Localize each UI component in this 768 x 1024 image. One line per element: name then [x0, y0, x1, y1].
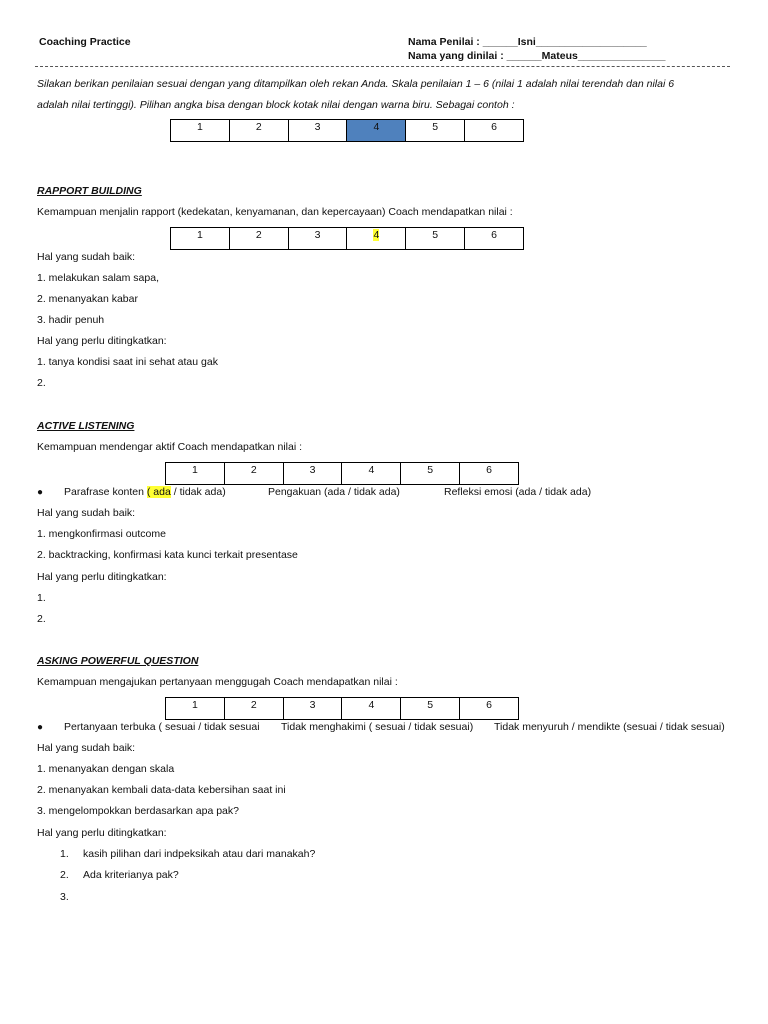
assessor-name: Nama Penilai : ______Isni___________________	[408, 36, 647, 48]
intro-line-1: Silakan berikan penilaian sesuai dengan yang ditampilkan oleh rekan Anda. Skala penilaian 1 – 6 (nilai 1 adalah nilai terendah dan nilai 6	[37, 78, 675, 90]
list-item: 2. menanyakan kabar	[37, 293, 138, 305]
scale-cell[interactable]: 1	[171, 120, 230, 142]
listening-improve-label: Hal yang perlu ditingkatkan:	[37, 571, 167, 583]
listening-good-label: Hal yang sudah baik:	[37, 507, 136, 519]
scale-cell[interactable]: 5	[401, 463, 460, 485]
rapport-question: Kemampuan menjalin rapport (kedekatan, kenyamanan, dan kepercayaan) Coach mendapatkan nilai :	[37, 206, 513, 218]
rapport-heading: RAPPORT BUILDING	[37, 185, 142, 197]
scale-cell[interactable]: 5	[406, 120, 465, 142]
question-good-label: Hal yang sudah baik:	[37, 742, 136, 754]
question-heading: ASKING POWERFUL QUESTION	[37, 655, 199, 667]
scale-cell[interactable]: 6	[465, 120, 524, 142]
scale-cell[interactable]: 1	[171, 228, 230, 250]
intro-line-2: adalah nilai tertinggi). Pilihan angka bisa dengan block kotak nilai dengan warna biru. Sebagai contoh :	[37, 99, 515, 111]
scale-cell[interactable]: 5	[401, 698, 460, 720]
list-number: 2.	[60, 869, 69, 881]
bullet-paraphrase	[64, 486, 226, 498]
list-item: 1. melakukan salam sapa,	[37, 272, 159, 284]
scale-cell[interactable]: 2	[229, 120, 288, 142]
bullet-emotion-reflection: Refleksi emosi (ada / tidak ada)	[444, 486, 592, 498]
scale-cell[interactable]: 3	[288, 120, 347, 142]
document-title: Coaching Practice	[39, 36, 131, 48]
scale-cell[interactable]: 6	[465, 228, 524, 250]
scale-cell[interactable]: 4	[342, 698, 401, 720]
scale-cell[interactable]: 2	[229, 228, 288, 250]
scale-cell[interactable]: 1	[166, 463, 225, 485]
list-item: 3. mengelompokkan berdasarkan apa pak?	[37, 805, 239, 817]
scale-cell[interactable]: 6	[460, 463, 519, 485]
question-improve-label: Hal yang perlu ditingkatkan:	[37, 827, 167, 839]
bullet-icon: ●	[37, 487, 44, 498]
paraphrase-label: Parafrase konten	[64, 486, 147, 498]
selected-option-highlight: ( ada	[146, 486, 171, 498]
bullet-open-question: Pertanyaan terbuka ( sesuai / tidak sesuai	[64, 721, 260, 733]
rapport-scale	[170, 227, 524, 250]
question-question: Kemampuan mengajukan pertanyaan menggugah Coach mendapatkan nilai :	[37, 676, 398, 688]
selected-value-highlight: 4	[373, 229, 380, 241]
assessee-name: Nama yang dinilai : ______Mateus_______________	[408, 50, 666, 62]
list-number: 3.	[60, 891, 69, 903]
scale-cell-selected[interactable]: 4	[347, 120, 406, 142]
listening-question: Kemampuan mendengar aktif Coach mendapatkan nilai :	[37, 441, 302, 453]
list-item: 2.	[37, 377, 46, 389]
list-item: 1.	[37, 592, 46, 604]
list-item: 2. backtracking, konfirmasi kata kunci terkait presentase	[37, 549, 298, 561]
listening-heading: ACTIVE LISTENING	[37, 420, 135, 432]
list-number: 1.	[60, 848, 69, 860]
scale-cell[interactable]: 4	[342, 463, 401, 485]
bullet-icon: ●	[37, 722, 44, 733]
list-item: 3. hadir penuh	[37, 314, 105, 326]
list-item: 2. menanyakan kembali data-data kebersihan saat ini	[37, 784, 286, 796]
scale-cell[interactable]: 1	[166, 698, 225, 720]
scale-cell[interactable]: 3	[288, 228, 347, 250]
scale-cell-selected[interactable]	[347, 228, 406, 250]
scale-cell[interactable]: 3	[283, 463, 342, 485]
dashed-divider	[35, 66, 730, 67]
scale-cell[interactable]: 6	[460, 698, 519, 720]
scale-cell[interactable]: 5	[406, 228, 465, 250]
list-item: Ada kriterianya pak?	[83, 869, 179, 881]
bullet-non-directive: Tidak menyuruh / mendikte (sesuai / tidak sesuai)	[494, 721, 725, 733]
bullet-acknowledgement: Pengakuan (ada / tidak ada)	[268, 486, 400, 498]
list-item: kasih pilihan dari indpeksikah atau dari manakah?	[83, 848, 316, 860]
bullet-non-judging: Tidak menghakimi ( sesuai / tidak sesuai)	[281, 721, 474, 733]
list-item: 1. tanya kondisi saat ini sehat atau gak	[37, 356, 218, 368]
paraphrase-rest: / tidak ada)	[170, 486, 226, 498]
scale-cell[interactable]: 2	[224, 463, 283, 485]
example-scale	[170, 119, 524, 142]
scale-cell[interactable]: 3	[283, 698, 342, 720]
list-item: 1. mengkonfirmasi outcome	[37, 528, 166, 540]
list-item: 2.	[37, 613, 46, 625]
scale-cell[interactable]: 2	[224, 698, 283, 720]
rapport-good-label: Hal yang sudah baik:	[37, 251, 136, 263]
list-item: 1. menanyakan dengan skala	[37, 763, 175, 775]
question-scale	[165, 697, 519, 720]
listening-scale	[165, 462, 519, 485]
rapport-improve-label: Hal yang perlu ditingkatkan:	[37, 335, 167, 347]
